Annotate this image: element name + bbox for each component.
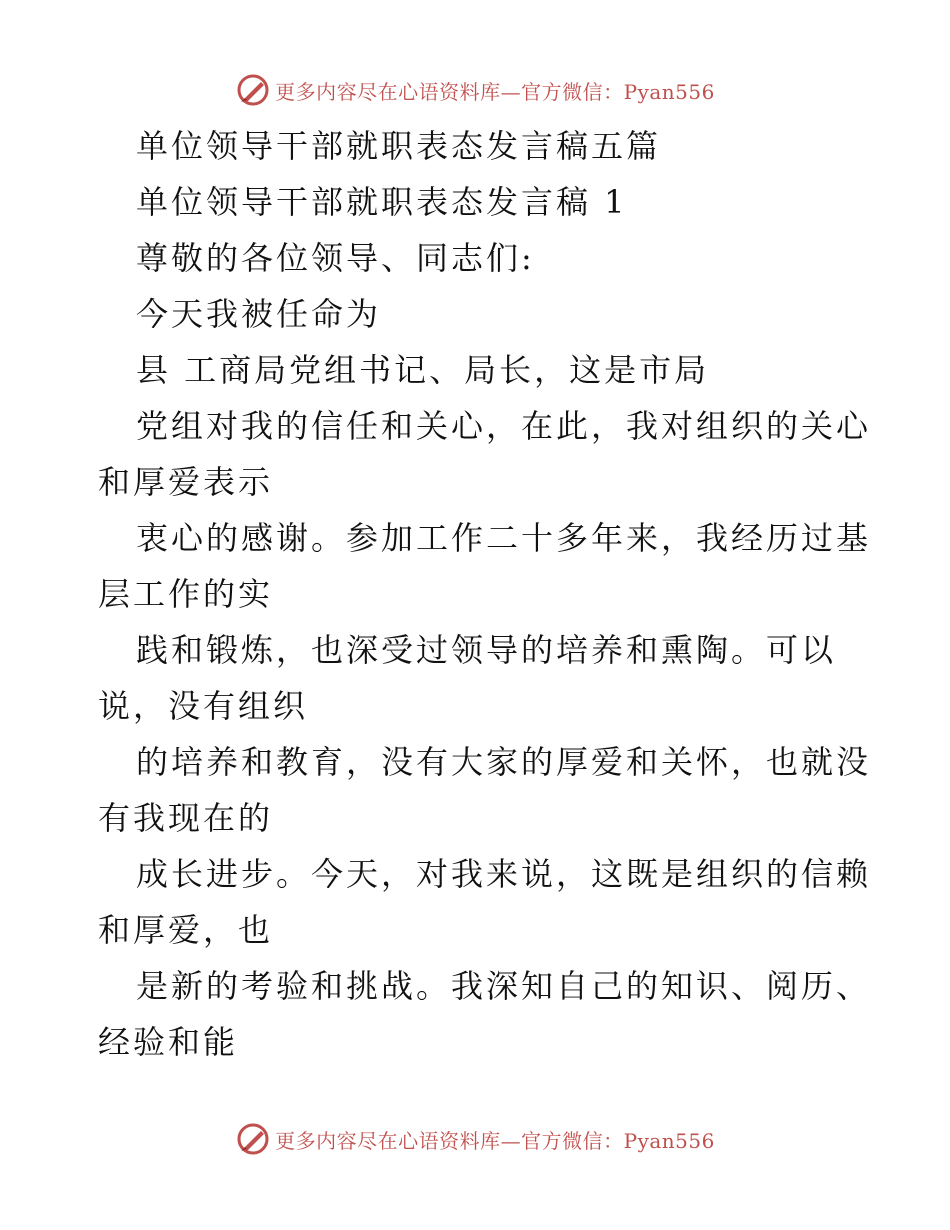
doc-line: 层工作的实: [98, 575, 274, 613]
doc-line: 践和锻炼，也深受过领导的培养和熏陶。可以: [136, 631, 837, 669]
banner-dash: —: [500, 1128, 522, 1153]
banner-text: [275, 1125, 715, 1154]
footer-banner: [0, 1117, 950, 1161]
doc-line: 的培养和教育，没有大家的厚爱和关怀，也就没: [136, 743, 872, 781]
header-banner: [0, 68, 950, 112]
doc-line: 县 工商局党组书记、局长，这是市局: [136, 351, 710, 389]
doc-line: 和厚爱，也: [98, 911, 274, 949]
banner-title: 更多内容尽在心语资料库: [275, 79, 501, 104]
doc-line: 说，没有组织: [98, 687, 309, 725]
doc-subtitle: 单位领导干部就职表态发言稿 1: [136, 183, 628, 221]
doc-line: 衷心的感谢。参加工作二十多年来，我经历过基: [136, 519, 872, 557]
banner-text: [275, 76, 715, 105]
doc-line: 和厚爱表示: [98, 463, 274, 501]
document-body: [98, 118, 872, 1070]
banner-dash: —: [500, 79, 522, 104]
banner-wechat: 官方微信：Pyan556: [521, 1128, 715, 1153]
doc-line: 是新的考验和挑战。我深知自己的知识、阅历、: [136, 967, 872, 1005]
pen-logo-icon: [235, 1121, 271, 1157]
banner-title: 更多内容尽在心语资料库: [275, 1128, 501, 1153]
doc-line: 成长进步。今天，对我来说，这既是组织的信赖: [136, 855, 872, 893]
banner-wechat: 官方微信：Pyan556: [521, 79, 715, 104]
doc-line: 党组对我的信任和关心，在此，我对组织的关心: [136, 407, 872, 445]
doc-line: 尊敬的各位领导、同志们:: [136, 239, 535, 277]
pen-logo-icon: [235, 72, 271, 108]
doc-line: 有我现在的: [98, 799, 274, 837]
doc-title: 单位领导干部就职表态发言稿五篇: [136, 127, 662, 165]
doc-line: 今天我被任命为: [136, 295, 382, 333]
doc-line: 经验和能: [98, 1023, 239, 1061]
